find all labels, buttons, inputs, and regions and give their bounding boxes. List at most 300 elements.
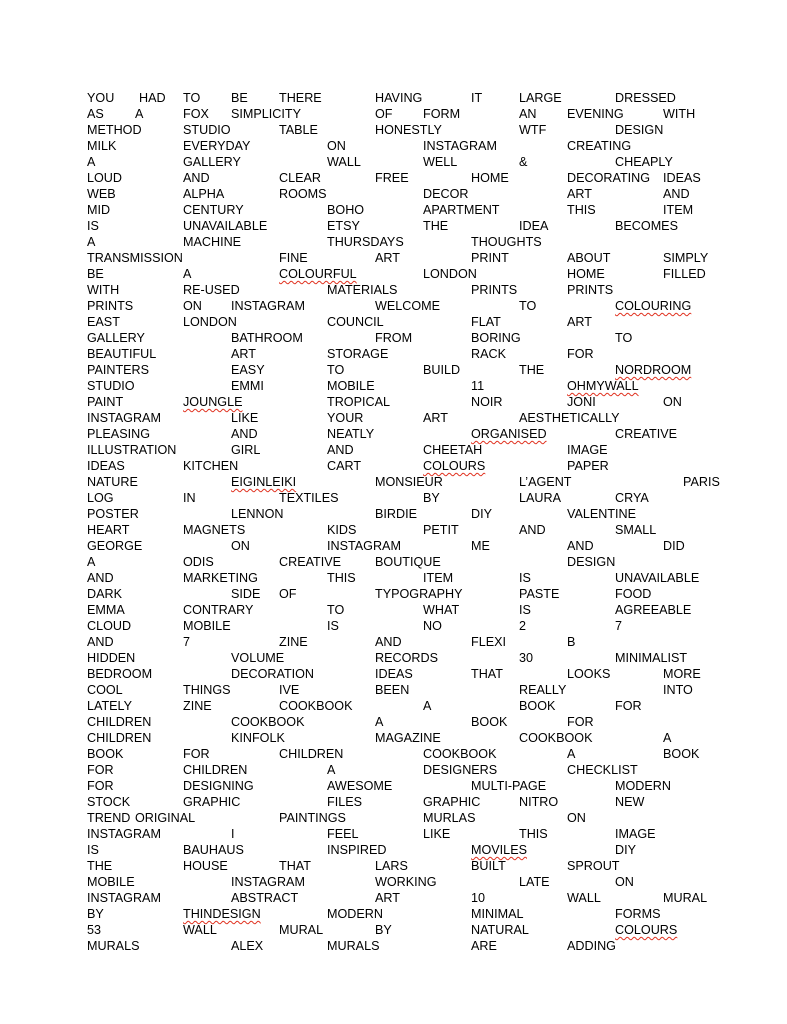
word: MARKETING [183, 571, 258, 585]
word: BORING [471, 331, 521, 345]
word: GIRL [231, 443, 261, 457]
word: ILLUSTRATION [87, 443, 177, 457]
word: CHILDREN [183, 763, 248, 777]
word: KINFOLK [231, 731, 285, 745]
word: FOR [87, 779, 114, 793]
word: FILLED [663, 267, 706, 281]
text-line [87, 810, 710, 826]
word: DESIGNERS [423, 763, 498, 777]
word: BE [87, 267, 104, 281]
word: WTF [519, 123, 547, 137]
word: OF [279, 587, 297, 601]
word: APARTMENT [423, 203, 500, 217]
word: CART [327, 459, 362, 473]
word: PETIT [423, 523, 459, 537]
word: BOOK [519, 699, 556, 713]
word: ON [615, 875, 634, 889]
word: COLOURS [423, 459, 486, 473]
word: DESIGN [567, 555, 616, 569]
word: MURAL [279, 923, 324, 937]
word: WELL [423, 155, 458, 169]
text-line [87, 266, 710, 282]
word: MOBILE [327, 379, 375, 393]
word: THIS [519, 827, 548, 841]
word: NATURE [87, 475, 138, 489]
word: CENTURY [183, 203, 244, 217]
word: THE [423, 219, 449, 233]
text-line [87, 730, 710, 746]
text-line [87, 250, 710, 266]
word: STORAGE [327, 347, 389, 361]
word: ON [663, 395, 682, 409]
text-line [87, 842, 710, 858]
word: LOUD [87, 171, 122, 185]
word: GALLERY [183, 155, 241, 169]
word: MID [87, 203, 111, 217]
word: AS [87, 107, 104, 121]
word: MURALS [87, 939, 140, 953]
word: MORE [663, 667, 701, 681]
text-line [87, 714, 710, 730]
word: HONESTLY [375, 123, 442, 137]
word: TEXTILES [279, 491, 339, 505]
word: FOR [615, 699, 642, 713]
word: RECORDS [375, 651, 438, 665]
word: BATHROOM [231, 331, 303, 345]
word: CREATING [567, 139, 632, 153]
word: WALL [567, 891, 601, 905]
word: GALLERY [87, 331, 145, 345]
word: REALLY [519, 683, 567, 697]
word: SIMPLY [663, 251, 709, 265]
word: BE [231, 91, 248, 105]
word: WALL [327, 155, 361, 169]
word: BOHO [327, 203, 365, 217]
word: CHILDREN [279, 747, 344, 761]
text-line [87, 202, 710, 218]
word: ITEM [663, 203, 694, 217]
word: IDEAS [663, 171, 701, 185]
text-line [87, 826, 710, 842]
word: WELCOME [375, 299, 441, 313]
word: IMAGE [567, 443, 608, 457]
word: ABOUT [567, 251, 611, 265]
word: EVENING [567, 107, 624, 121]
text-line [87, 410, 710, 426]
word: CRYA [615, 491, 649, 505]
word: INSTAGRAM [87, 891, 161, 905]
word: MURALS [327, 939, 380, 953]
text-line [87, 682, 710, 698]
word: LARGE [519, 91, 562, 105]
word: TROPICAL [327, 395, 390, 409]
text-line [87, 458, 710, 474]
word: KIDS [327, 523, 357, 537]
word: COLOURFUL [279, 267, 357, 281]
word: FOOD [615, 587, 652, 601]
word: COOKBOOK [279, 699, 353, 713]
word: BY [423, 491, 440, 505]
text-line [87, 330, 710, 346]
word: DECORATION [231, 667, 315, 681]
word: AND [663, 187, 690, 201]
word: UNAVAILABLE [183, 219, 268, 233]
word: THURSDAYS [327, 235, 404, 249]
word: SPROUT [567, 859, 620, 873]
word: A [87, 235, 96, 249]
text-line [87, 522, 710, 538]
word: LOOKS [567, 667, 611, 681]
word: CREATIVE [615, 427, 678, 441]
word: IS [519, 603, 531, 617]
word: ROOMS [279, 187, 327, 201]
word: ADDING [567, 939, 616, 953]
word: FOR [87, 763, 114, 777]
word: HOUSE [183, 859, 228, 873]
word: LIKE [423, 827, 451, 841]
word: ME [471, 539, 490, 553]
word: NEW [615, 795, 645, 809]
word: INSTAGRAM [231, 299, 305, 313]
text-line [87, 906, 710, 922]
text-line [87, 874, 710, 890]
word: TO [183, 91, 201, 105]
word: PAINT [87, 395, 124, 409]
word: A [87, 555, 96, 569]
word: MODERN [615, 779, 671, 793]
word: ETSY [327, 219, 360, 233]
word: DID [663, 539, 685, 553]
word: SMALL [615, 523, 657, 537]
word: WITH [663, 107, 696, 121]
word: FORM [423, 107, 461, 121]
word: IS [87, 219, 99, 233]
text-line [87, 314, 710, 330]
word: OF [375, 107, 393, 121]
text-line [87, 634, 710, 650]
word: CHILDREN [87, 731, 152, 745]
word: BEEN [375, 683, 410, 697]
word: A [327, 763, 336, 777]
word: KITCHEN [183, 459, 239, 473]
text-line [87, 394, 710, 410]
word: BY [375, 923, 392, 937]
word: MONSIEUR [375, 475, 443, 489]
text-line [87, 858, 710, 874]
word: CHECKLIST [567, 763, 638, 777]
text-line [87, 122, 710, 138]
word: GRAPHIC [423, 795, 481, 809]
word: HAVING [375, 91, 423, 105]
word: A [135, 107, 144, 121]
word: METHOD [87, 123, 142, 137]
word: FROM [375, 331, 413, 345]
word: MATERIALS [327, 283, 398, 297]
word: L’AGENT [519, 475, 572, 489]
word: LONDON [423, 267, 477, 281]
word: ALPHA [183, 187, 225, 201]
word: EMMA [87, 603, 125, 617]
text-line [87, 218, 710, 234]
word: THE [519, 363, 545, 377]
word: THIS [327, 571, 356, 585]
word: FOR [567, 347, 594, 361]
word: MINIMAL [471, 907, 524, 921]
word: PARIS [683, 475, 720, 489]
word: VALENTINE [567, 507, 637, 521]
word: INSTAGRAM [231, 875, 305, 889]
word: AND [183, 171, 210, 185]
word: B [567, 635, 576, 649]
word: RE-USED [183, 283, 240, 297]
word: HEART [87, 523, 130, 537]
word: ZINE [279, 635, 308, 649]
word: IT [471, 91, 483, 105]
word: THE [87, 859, 113, 873]
text-line [87, 346, 710, 362]
word: YOU [87, 91, 115, 105]
word: A [375, 715, 384, 729]
word: THAT [279, 859, 311, 873]
word: THAT [471, 667, 503, 681]
word: ABSTRACT [231, 891, 299, 905]
word: MACHINE [183, 235, 242, 249]
word: BIRDIE [375, 507, 417, 521]
word: PLEASING [87, 427, 150, 441]
word: MAGAZINE [375, 731, 441, 745]
word: BUILT [471, 859, 506, 873]
word: MOBILE [183, 619, 231, 633]
word: ART [567, 187, 592, 201]
word: MODERN [327, 907, 383, 921]
text-line [87, 570, 710, 586]
word: DARK [87, 587, 122, 601]
text-line [87, 666, 710, 682]
word: NATURAL [471, 923, 529, 937]
word: WITH [87, 283, 120, 297]
word: HOME [567, 267, 605, 281]
word: HAD [139, 91, 166, 105]
word: TYPOGRAPHY [375, 587, 463, 601]
word: A [183, 267, 192, 281]
word: MULTI-PAGE [471, 779, 547, 793]
word: BY [87, 907, 104, 921]
word: ART [567, 315, 592, 329]
word: CONTRARY [183, 603, 254, 617]
word: AND [375, 635, 402, 649]
word: FORMS [615, 907, 661, 921]
word: NOIR [471, 395, 503, 409]
word: TO [615, 331, 633, 345]
word: FREE [375, 171, 409, 185]
word: BOOK [663, 747, 700, 761]
word: LARS [375, 859, 408, 873]
word: THIS [567, 203, 596, 217]
word: POSTER [87, 507, 139, 521]
word: BAUHAUS [183, 843, 244, 857]
word: INTO [663, 683, 693, 697]
word: ORGANISED [471, 427, 547, 441]
word: MILK [87, 139, 117, 153]
word: A [663, 731, 672, 745]
word: YOUR [327, 411, 364, 425]
text-line [87, 138, 710, 154]
word: COLOURING [615, 299, 692, 313]
word: MAGNETS [183, 523, 246, 537]
word: MOVILES [471, 843, 527, 857]
word: INSPIRED [327, 843, 387, 857]
word: SIMPLICITY [231, 107, 301, 121]
word: IS [327, 619, 339, 633]
text-line [87, 90, 710, 106]
word: 7 [615, 619, 623, 633]
word: FILES [327, 795, 362, 809]
word: PRINT [471, 251, 509, 265]
word: & [519, 155, 528, 169]
word: FOX [183, 107, 209, 121]
word: HIDDEN [87, 651, 136, 665]
word: MURLAS [423, 811, 476, 825]
text-line [87, 890, 710, 906]
word: AGREEABLE [615, 603, 692, 617]
word: DIY [471, 507, 492, 521]
word: CHEETAH [423, 443, 483, 457]
word: JONI [567, 395, 596, 409]
word: IDEA [519, 219, 549, 233]
word: TO [519, 299, 537, 313]
word: ART [231, 347, 256, 361]
word: IS [87, 843, 99, 857]
word: PAINTERS [87, 363, 150, 377]
word: LAURA [519, 491, 561, 505]
word: A [567, 747, 576, 761]
word: FOR [567, 715, 594, 729]
word: COLOURS [615, 923, 678, 937]
word: DRESSED [615, 91, 676, 105]
word: EVERYDAY [183, 139, 251, 153]
word: LONDON [183, 315, 237, 329]
word: COUNCIL [327, 315, 384, 329]
text-line [87, 698, 710, 714]
word: GEORGE [87, 539, 143, 553]
text-line [87, 778, 710, 794]
word: ART [423, 411, 448, 425]
word: 53 [87, 923, 102, 937]
word: CLOUD [87, 619, 132, 633]
text-line [87, 362, 710, 378]
word: PRINTS [471, 283, 518, 297]
word: PRINTS [87, 299, 134, 313]
text-line [87, 106, 710, 122]
word: FINE [279, 251, 308, 265]
word: EMMI [231, 379, 264, 393]
word: MURAL [663, 891, 708, 905]
word: ART [375, 251, 400, 265]
text-line [87, 762, 710, 778]
text-line [87, 442, 710, 458]
text-line [87, 234, 710, 250]
word: GRAPHIC [183, 795, 241, 809]
word: BUILD [423, 363, 461, 377]
word: NO [423, 619, 442, 633]
word: INSTAGRAM [423, 139, 497, 153]
word: BECOMES [615, 219, 678, 233]
text-line [87, 378, 710, 394]
word: AND [327, 443, 354, 457]
word: THOUGHTS [471, 235, 542, 249]
word: ON [327, 139, 346, 153]
word: LATELY [87, 699, 133, 713]
word: INSTAGRAM [327, 539, 401, 553]
word: 7 [183, 635, 191, 649]
word: PASTE [519, 587, 560, 601]
word: TO [327, 603, 345, 617]
word: WEB [87, 187, 116, 201]
word: IDEAS [87, 459, 125, 473]
word: IN [183, 491, 196, 505]
text-line [87, 282, 710, 298]
word: AND [87, 635, 114, 649]
word: ITEM [423, 571, 454, 585]
word: AND [519, 523, 546, 537]
word: ARE [471, 939, 497, 953]
word: LIKE [231, 411, 259, 425]
text-line [87, 170, 710, 186]
word: EAST [87, 315, 120, 329]
word: STUDIO [183, 123, 231, 137]
word: CLEAR [279, 171, 321, 185]
word: OHMYWALL [567, 379, 639, 393]
word: RACK [471, 347, 506, 361]
word: ORIGINAL [135, 811, 196, 825]
word: TRANSMISSION [87, 251, 183, 265]
word: WORKING [375, 875, 437, 889]
word: LOG [87, 491, 114, 505]
word: PRINTS [567, 283, 614, 297]
word: TO [327, 363, 345, 377]
word: ZINE [183, 699, 212, 713]
word: MOBILE [87, 875, 135, 889]
text-line [87, 794, 710, 810]
word: FEEL [327, 827, 359, 841]
word: TREND [87, 811, 131, 825]
word: FLAT [471, 315, 501, 329]
word: AND [231, 427, 258, 441]
word: VOLUME [231, 651, 285, 665]
text-line [87, 298, 710, 314]
word: NEATLY [327, 427, 375, 441]
text-line [87, 938, 710, 954]
text-line [87, 586, 710, 602]
word: UNAVAILABLE [615, 571, 700, 585]
word: TABLE [279, 123, 318, 137]
word: CHEAPLY [615, 155, 673, 169]
word: AND [87, 571, 114, 585]
word: ODIS [183, 555, 214, 569]
word: BOOK [87, 747, 124, 761]
text-line [87, 618, 710, 634]
word: ALEX [231, 939, 264, 953]
word: IMAGE [615, 827, 656, 841]
word: ON [231, 539, 250, 553]
word: STOCK [87, 795, 131, 809]
word: THINGS [183, 683, 231, 697]
text-line [87, 538, 710, 554]
word: THERE [279, 91, 322, 105]
word: AN [519, 107, 537, 121]
text-line [87, 506, 710, 522]
word: ART [375, 891, 400, 905]
